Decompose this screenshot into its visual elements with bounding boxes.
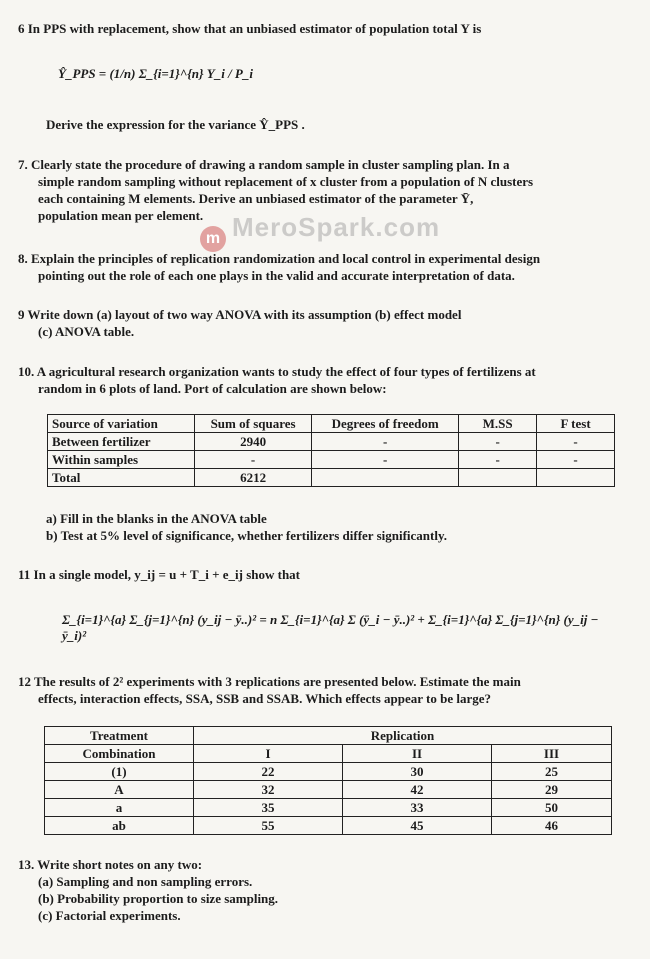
replication-header-cell: Replication [194,727,612,745]
replication-cell: 32 [194,781,343,799]
question-11 [18,566,630,583]
anova-header-cell: F test [537,415,615,433]
question-9 [18,306,630,340]
question-9-line-1: 9 Write down (a) layout of two way ANOVA with its assumption (b) effect model [18,307,462,322]
anova-header-cell: Source of variation [48,415,195,433]
anova-cell: Between fertilizer [48,433,195,451]
anova-cell [537,469,615,487]
question-7-line-4: population mean per element. [38,208,204,223]
question-8-line-2: pointing out the role of each one plays in the valid and accurate interpretation of data. [38,268,515,283]
anova-cell: - [194,451,311,469]
replication-cell: 45 [343,817,492,835]
table-row [45,763,612,781]
question-13-text: 13. Write short notes on any two: [18,857,203,872]
table-row [48,451,615,469]
replication-cell: a [45,799,194,817]
anova-cell: - [312,433,459,451]
table-row [48,433,615,451]
replication-cell: 46 [492,817,612,835]
table-row [45,799,612,817]
anova-cell [459,469,537,487]
question-11-text: 11 In a single model, y_ij = u + T_i + e_ij show that [18,567,301,582]
question-6 [18,20,630,37]
anova-header-row [48,415,615,433]
replication-header-cell: Treatment [45,727,194,745]
question-13-item-a: (a) Sampling and non sampling errors. [38,874,253,889]
question-7-line-3: each containing M elements. Derive an unbiased estimator of the parameter Ȳ, [38,191,474,206]
question-7-line-2: simple random sampling without replacement of x cluster from a population of N clusters [38,174,534,189]
replication-cell: A [45,781,194,799]
table-row [48,469,615,487]
replication-cell: 22 [194,763,343,781]
replication-cell: ab [45,817,194,835]
question-8-line-1: 8. Explain the principles of replication randomization and local control in experimental design [18,251,541,266]
table-row [45,745,612,763]
anova-cell: - [312,451,459,469]
replication-header-cell: III [492,745,612,763]
question-6-text: 6 In PPS with replacement, show that an unbiased estimator of population total Y is [18,21,482,36]
question-12 [18,673,630,707]
anova-cell [312,469,459,487]
question-12-line-1: 12 The results of 2² experiments with 3 replications are presented below. Estimate the main [18,674,521,689]
replication-header-cell: Combination [45,745,194,763]
anova-cell: 6212 [194,469,311,487]
replication-header-cell: I [194,745,343,763]
replication-cell: (1) [45,763,194,781]
replication-cell: 33 [343,799,492,817]
anova-cell: 2940 [194,433,311,451]
question-7-line-1: 7. Clearly state the procedure of drawing a random sample in cluster sampling plan. In a [18,157,510,172]
anova-table [47,414,615,487]
formula-text: Ŷ_PPS = (1/n) Σ_{i=1}^{n} Y_i / P_i [58,66,253,81]
watermark-logo: m [200,226,226,252]
replication-cell: 29 [492,781,612,799]
watermark-text: MeroSpark.com [232,212,441,242]
derive-text: Derive the expression for the variance Ŷ_PPS . [46,117,305,132]
replication-cell: 25 [492,763,612,781]
replication-cell: 30 [343,763,492,781]
replication-table [44,726,612,835]
formula-text: Σ_{i=1}^{a} Σ_{j=1}^{n} (y_ij − ȳ..)² = n Σ_{i=1}^{a} Σ (ȳ_i − ȳ..)² + Σ_{i=1}^{a} Σ_{j=1}^{n} (y_ij − ȳ_i)² [62,612,599,643]
replication-cell: 50 [492,799,612,817]
anova-header-cell: M.SS [459,415,537,433]
question-13-item-b: (b) Probability proportion to size sampling. [38,891,279,906]
question-10-parts [46,510,626,544]
anova-cell: Within samples [48,451,195,469]
anova-cell: - [459,433,537,451]
anova-header-cell: Sum of squares [194,415,311,433]
question-10-line-2: random in 6 plots of land. Port of calculation are shown below: [38,381,387,396]
question-10 [18,363,630,397]
anova-cell: - [459,451,537,469]
table-row [45,781,612,799]
question-6-derive [46,116,626,133]
replication-cell: 42 [343,781,492,799]
table-row [45,817,612,835]
question-6-formula [58,58,258,108]
anova-header-cell: Degrees of freedom [312,415,459,433]
table-row [45,727,612,745]
question-8 [18,250,630,284]
question-10-part-a: a) Fill in the blanks in the ANOVA table [46,511,267,526]
question-11-formula [62,612,602,644]
question-13 [18,856,630,924]
question-10-part-b: b) Test at 5% level of significance, whether fertilizers differ significantly. [46,528,448,543]
question-13-item-c: (c) Factorial experiments. [38,908,181,923]
anova-cell: Total [48,469,195,487]
replication-header-cell: II [343,745,492,763]
replication-cell: 35 [194,799,343,817]
question-12-line-2: effects, interaction effects, SSA, SSB and SSAB. Which effects appear to be large? [38,691,492,706]
question-10-line-1: 10. A agricultural research organization wants to study the effect of four types of fertilizens at [18,364,536,379]
question-9-line-2: (c) ANOVA table. [38,324,135,339]
anova-cell: - [537,451,615,469]
anova-cell: - [537,433,615,451]
replication-cell: 55 [194,817,343,835]
